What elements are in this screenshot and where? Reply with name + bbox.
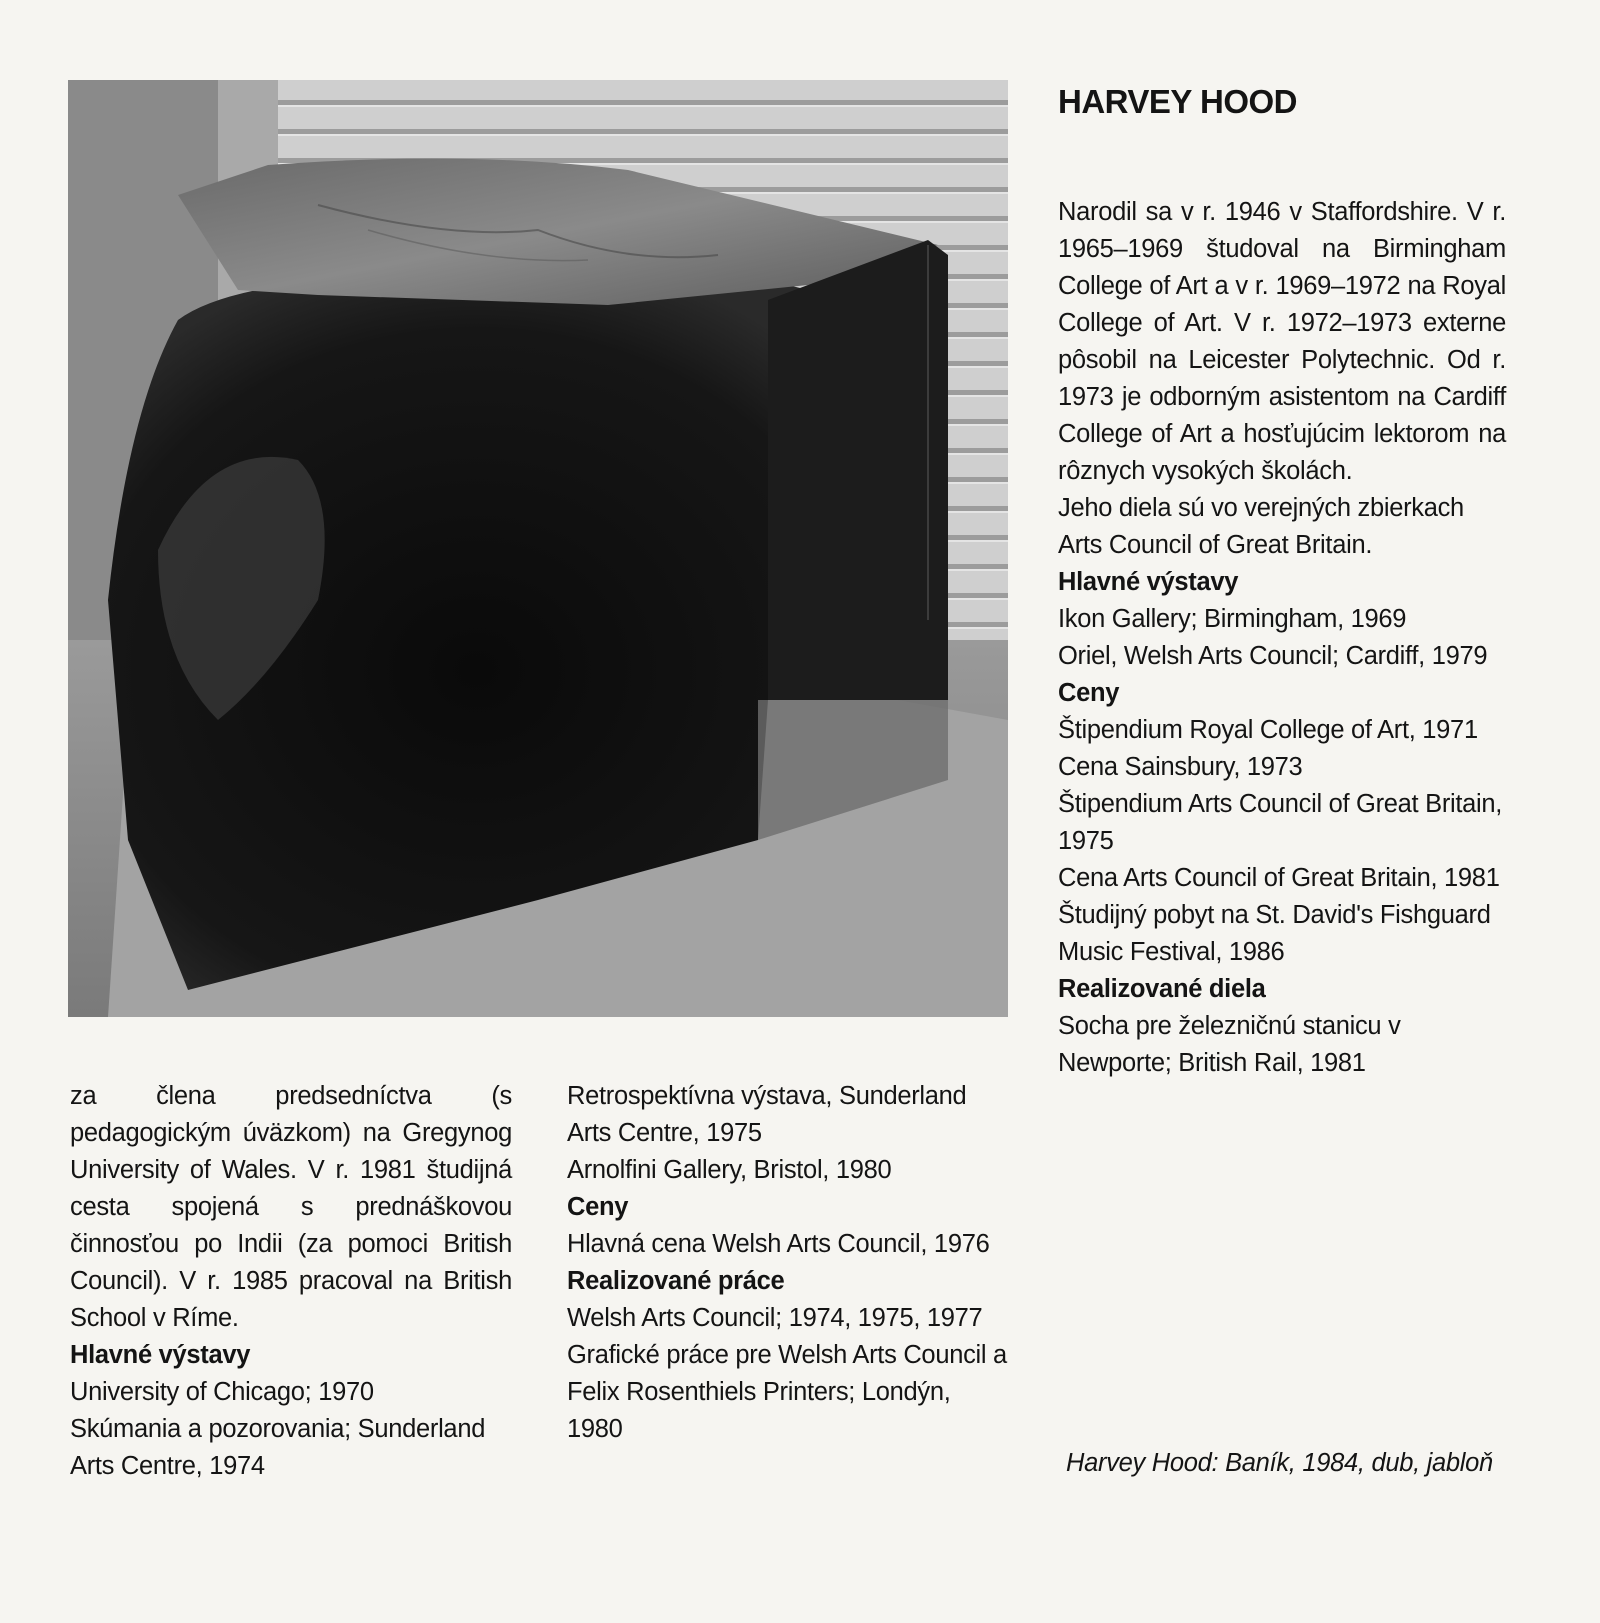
exhibition-item: Oriel, Welsh Arts Council; Cardiff, 1979 (1058, 642, 1488, 670)
work-item: Socha pre železničnú stanicu v Newporte; British Rail, 1981 (1058, 1012, 1401, 1077)
award-item: Hlavná cena Welsh Arts Council, 1976 (567, 1230, 990, 1258)
works-heading: Realizované práce (567, 1267, 785, 1295)
photo-caption: Harvey Hood: Baník, 1984, dub, jabloň (1066, 1449, 1493, 1477)
exhibitions-heading: Hlavné výstavy (1058, 568, 1239, 596)
award-item: Študijný pobyt na St. David's Fishguard Music Festival, 1986 (1058, 901, 1491, 966)
right-column (1058, 60, 1506, 1082)
sculpture-photo-icon (68, 80, 1008, 1017)
exhibition-item: University of Chicago; 1970 (70, 1378, 374, 1406)
bio-collections-paragraph: Jeho diela sú vo verejných zbierkach Arts Council of Great Britain. (1058, 494, 1464, 559)
award-item: Štipendium Arts Council of Great Britain, 1975 (1058, 790, 1503, 855)
work-item: Welsh Arts Council; 1974, 1975, 1977 (567, 1304, 983, 1332)
awards-heading: Ceny (567, 1193, 629, 1221)
middle-column (567, 1078, 1009, 1448)
award-item: Štipendium Royal College of Art, 1971 (1058, 716, 1478, 744)
page-title: HARVEY HOOD (1058, 83, 1298, 120)
bio-paragraph: Narodil sa v r. 1946 v Staffordshire. V r. 1965–1969 študoval na Birmingham College of Art a v r. 1969–1972 na Royal College of Art. V r. 1972–1973 externe pôsobil na Leicester Polytechnic. Od r. 1973 je odborným asistentom na Cardiff College of Art a hosťujúcim lektorom na rôznych vysokých školách. (1058, 198, 1506, 485)
work-item: Grafické práce pre Welsh Arts Council a Felix Rosenthiels Printers; Londýn, 1980 (567, 1341, 1007, 1443)
works-heading: Realizované diela (1058, 975, 1266, 1003)
exhibitions-heading: Hlavné výstavy (70, 1341, 251, 1369)
award-item: Cena Arts Council of Great Britain, 1981 (1058, 864, 1500, 892)
award-item: Cena Sainsbury, 1973 (1058, 753, 1303, 781)
exhibition-item: Arnolfini Gallery, Bristol, 1980 (567, 1156, 892, 1184)
left-column (70, 1078, 512, 1485)
sculpture-photo (68, 80, 1008, 1017)
awards-heading: Ceny (1058, 679, 1120, 707)
exhibition-item: Skúmania a pozorovania; Sunderland Arts Centre, 1974 (70, 1415, 486, 1480)
exhibition-item: Retrospektívna výstava, Sunderland Arts Centre, 1975 (567, 1082, 967, 1147)
exhibition-item: Ikon Gallery; Birmingham, 1969 (1058, 605, 1407, 633)
bio-continuation-paragraph: za člena predsedníctva (s pedagogickým úväzkom) na Gregynog University of Wales. V r. 1981 študijná cesta spojená s prednáškovou činnosťou po Indii (za pomoci British Council). V r. 1985 pracoval na British School v Ríme. (70, 1082, 512, 1332)
